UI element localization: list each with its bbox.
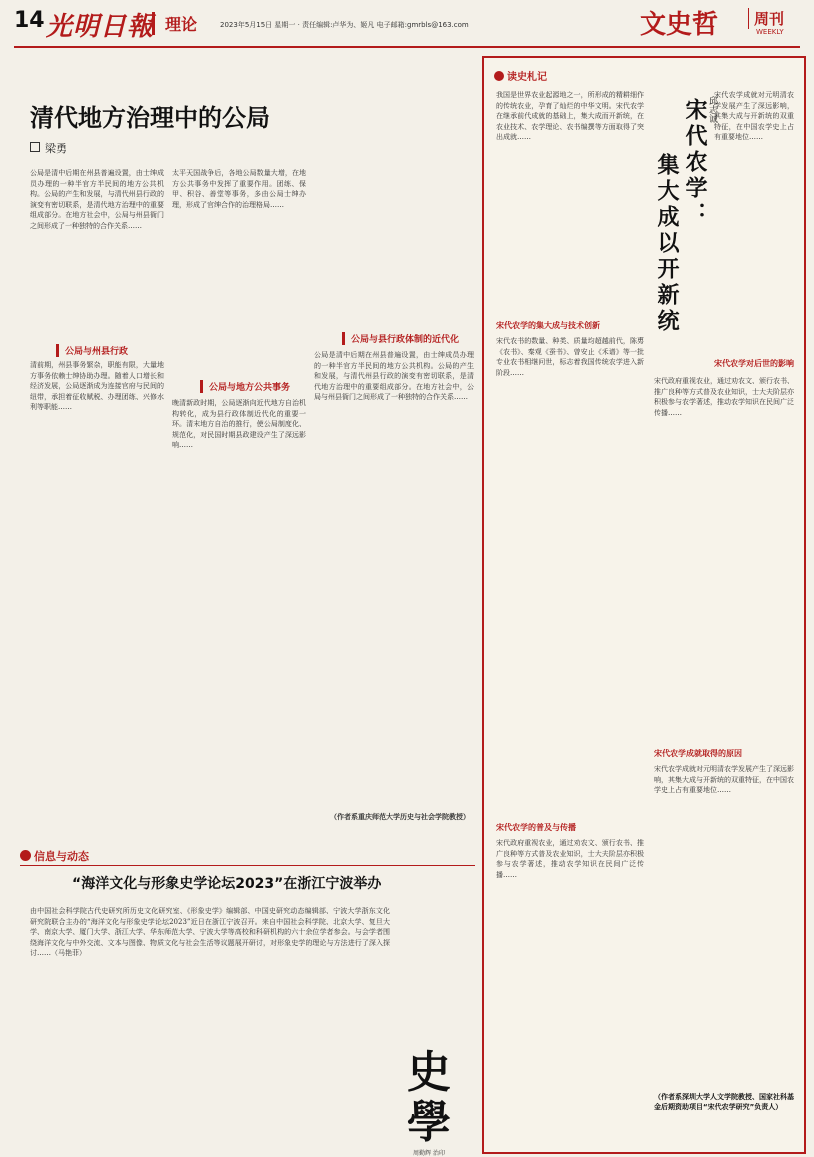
- article-subhead-1: 公局与州县行政: [56, 344, 128, 357]
- header-meta: 2023年5月15日 星期一 · 责任编辑:卢华为、姬凡 电子邮箱:gmrbls@163.com: [220, 21, 469, 29]
- article-para-5: 公局是清中后期在州县普遍设置，由士绅成员办理的一种半官方半民间的地方公共机构。公局的产生和发展，与清代州县行政的演变有密切联系，是清代地方治理中的重要组成部分。在地方社会中，公局与州县衙门之间形成了一种独特的合作关系……: [314, 351, 474, 401]
- seal-credit: 周勤辉 治印: [413, 1150, 445, 1157]
- article-title: 清代地方治理中的公局: [30, 104, 270, 132]
- sidebar-subhead-3: 宋代农学对后世的影响: [714, 359, 794, 368]
- author-name: 梁勇: [45, 142, 67, 155]
- sidebar-para-6: 宋代农学成就对元明清农学发展产生了深远影响，其集大成与开新统的双重特征，在中国农学史上占有重要地位……: [654, 765, 794, 794]
- article-subhead-2: 公局与地方公共事务: [200, 380, 290, 393]
- article-para-3: 太平天国战争后，各地公局数量大增，在地方公共事务中发挥了重要作用。团练、保甲、积谷、善堂等事务，多由公局士绅办理，形成了官绅合作的治理格局……: [172, 169, 306, 209]
- sidebar-para-2: 宋代农书的数量、种类、质量均超越前代，陈旉《农书》、秦观《蚕书》、曾安止《禾谱》等一批专业农书相继问世，标志着我国传统农学进入新阶段……: [496, 337, 644, 377]
- news-dot-icon: [20, 850, 31, 861]
- sidebar-para-4: 宋代农学成就对元明清农学发展产生了深远影响，其集大成与开新统的双重特征，在中国农学史上占有重要地位……: [714, 91, 794, 141]
- column-title: 文史哲: [640, 10, 719, 40]
- sidebar-author: 邱志诚: [707, 96, 717, 123]
- sidebar-box: [482, 56, 806, 1154]
- article-para-1: 公局是清中后期在州县普遍设置，由士绅成员办理的一种半官方半民间的地方公共机构。公局的产生和发展，与清代州县行政的演变有密切联系，是清代地方治理中的重要组成部分。在地方社会中，公局与州县衙门之间形成了一种独特的合作关系……: [30, 169, 164, 230]
- newspaper-logo: 光明日報: [46, 12, 155, 42]
- news-rule: [20, 865, 475, 866]
- page-number: 14: [14, 8, 45, 33]
- sidebar-title-1: 宋代农学：: [682, 98, 708, 228]
- article-note: （作者系重庆师范大学历史与社会学院教授）: [330, 812, 470, 821]
- page-header: [0, 0, 814, 48]
- sidebar-label-text: 读史札记: [507, 72, 547, 83]
- header-rule: [14, 46, 800, 48]
- sidebar-para-5: 宋代政府重视农业，通过劝农文、颁行农书、推广良种等方式普及农业知识，士大夫阶层亦积极参与农学著述，推动农学知识在民间广泛传播……: [654, 377, 794, 417]
- article-author: [30, 140, 67, 156]
- label-dot-icon: [494, 71, 504, 81]
- column-weekly: WEEKLY: [756, 28, 784, 36]
- sidebar-title-2: 集大成以开新统: [654, 153, 680, 335]
- sidebar-label: [494, 68, 547, 83]
- article-subhead-3: 公局与县行政体制的近代化: [342, 332, 459, 345]
- news-label: [20, 848, 89, 864]
- news-title: “海洋文化与形象史学论坛2023”在浙江宁波举办: [72, 876, 382, 892]
- author-box-icon: [30, 142, 40, 152]
- sidebar-para-3: 宋代政府重视农业，通过劝农文、颁行农书、推广良种等方式普及农业知识，士大夫阶层亦积极参与农学著述，推动农学知识在民间广泛传播……: [496, 839, 644, 879]
- news-label-text: 信息与动态: [34, 850, 89, 863]
- sidebar-subhead-4: 宋代农学成就取得的原因: [654, 749, 742, 758]
- seal-stamp: [396, 1047, 462, 1157]
- seal-text: 史學: [407, 1047, 451, 1148]
- sidebar-para-1: 我国是世界农业起源地之一，所形成的精耕细作的传统农业，孕育了灿烂的中华文明。宋代农学在继承前代成就的基础上，集大成而开新统，在农业技术、农学理论、农书编撰等方面取得了突出成就……: [496, 91, 644, 141]
- section-name: 理论: [152, 12, 197, 35]
- news-body: 由中国社会科学院古代史研究所历史文化研究室、《形象史学》编辑部、中国史研究动态编辑部、宁波大学浙东文化研究院联合主办的“海洋文化与形象史学论坛2023”近日在浙江宁波召开。来自中国社会科学院、北京大学、复旦大学、南京大学、厦门大学、浙江大学、华东师范大学、宁波大学等高校和科研机构的六十余位学者参会。与会学者围绕海洋文化与中外交流、文本与图像、物质文化与社会生活等议题展开研讨，对形象史学的理论与方法进行了深入探讨……（马艳菲）: [30, 907, 390, 957]
- article-para-2: 清前期，州县事务繁杂，职能有限，大量地方事务依赖士绅协助办理。随着人口增长和经济发展，公局逐渐成为连接官府与民间的纽带，承担着征收赋税、办理团练、兴修水利等职能……: [30, 361, 164, 411]
- article-para-4: 晚清新政时期，公局逐渐向近代地方自治机构转化，成为县行政体制近代化的重要一环。清末地方自治的推行，使公局制度化、规范化，对民国时期县政建设产生了深远影响……: [172, 399, 306, 449]
- sidebar-subhead-1: 宋代农学的集大成与技术创新: [496, 321, 600, 330]
- sidebar-note: （作者系深圳大学人文学院教授、国家社科基金后期资助项目“宋代农学研究”负责人）: [654, 1093, 794, 1111]
- column-sub: 周刊: [748, 8, 784, 29]
- sidebar-subhead-2: 宋代农学的普及与传播: [496, 823, 576, 832]
